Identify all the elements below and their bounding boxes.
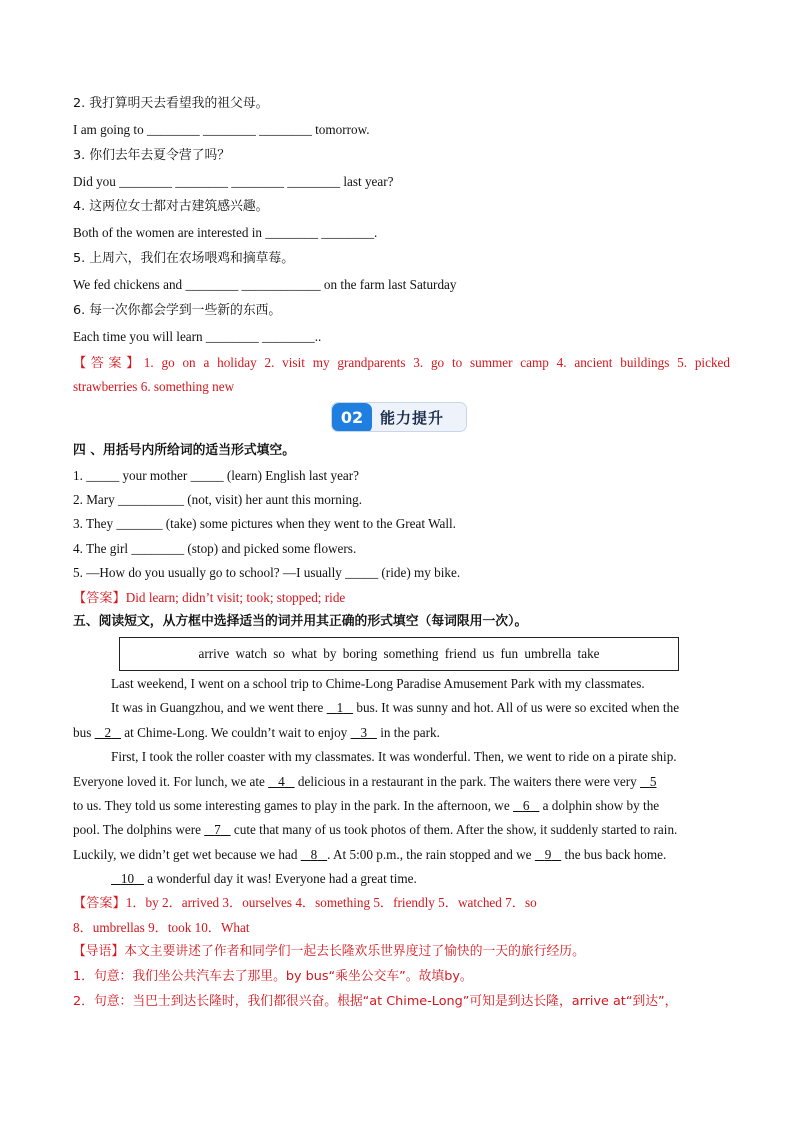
passage-text: at Chime-Long. We couldn’t wait to enjoy <box>124 725 348 740</box>
passage-line8 <box>73 846 730 864</box>
passage-line1: Last weekend, I went on a school trip to Chime-Long Paradise Amusement Park with my classmates. <box>111 676 645 691</box>
translation-answer-line1: 【答案】1. go on a holiday 2. visit my grandparents 3. go to summer camp 4. ancient buildings 5. picked <box>73 355 730 370</box>
passage-text: bus <box>73 725 92 740</box>
passage-text: delicious in a restaurant in the park. The waiters there were very <box>297 774 637 789</box>
blank-7: 7 <box>214 822 221 837</box>
q5-chinese: 5. 上周六，我们在农场喂鸡和摘草莓。 <box>73 251 295 266</box>
passage-line3 <box>73 724 730 742</box>
q4-english: Both of the women are interested in ________ ________. <box>73 225 378 240</box>
passage-line6 <box>73 797 730 815</box>
passage-text: Luckily, we didn’t get wet because we had <box>73 847 298 862</box>
translation-answer-line2: strawberries 6. something new <box>73 379 235 394</box>
section4-q2: 2. Mary __________ (not, visit) her aunt this morning. <box>73 492 362 507</box>
q6-english: Each time you will learn ________ ________.. <box>73 329 322 344</box>
blank-4: 4 <box>278 774 285 789</box>
q2-chinese: 2. 我打算明天去看望我的祖父母。 <box>73 96 269 111</box>
passage-text: the bus back home. <box>564 847 667 862</box>
word-box: arrive watch so what by boring something friend us fun umbrella take <box>119 637 679 671</box>
blank-10: 10 <box>120 871 135 886</box>
passage-text: pool. The dolphins were <box>73 822 201 837</box>
section-badge <box>331 402 467 432</box>
passage-line9 <box>111 870 730 888</box>
q3-chinese: 3. 你们去年去夏令营了吗？ <box>73 148 231 163</box>
section4-q4: 4. The girl ________ (stop) and picked some flowers. <box>73 541 357 556</box>
blank-6: 6 <box>522 798 530 813</box>
passage-line4: First, I took the roller coaster with my classmates. It was wonderful. Then, we went to ride on a pirate ship. <box>111 749 677 764</box>
section5-guide: 【导语】本文主要讲述了作者和同学们一起去长隆欢乐世界度过了愉快的一天的旅行经历。 <box>73 944 585 959</box>
section4-q3: 3. They _______ (take) some pictures when they went to the Great Wall. <box>73 516 456 531</box>
q5-english: We fed chickens and ________ ____________ on the farm last Saturday <box>73 277 457 292</box>
section4-answer: 【答案】Did learn; didn’t visit; took; stopped; ride <box>73 590 346 605</box>
passage-line5 <box>73 773 730 791</box>
blank-9: 9 <box>544 847 552 862</box>
passage-text: in the park. <box>380 725 440 740</box>
section5-heading: 五、阅读短文，从方框中选择适当的词并用其正确的形式填空（每词限用一次）。 <box>73 614 528 629</box>
passage-text: . At 5:00 p.m., the rain stopped and we <box>327 847 532 862</box>
section4-heading: 四 、用括号内所给词的适当形式填空。 <box>73 443 296 458</box>
section5-note2: 2．句意：当巴士到达长隆时，我们都很兴奋。根据“at Chime-Long”可知是到达长隆，arrive at“到达”， <box>73 994 678 1009</box>
section5-answer-line2: 8．umbrellas 9．took 10．What <box>73 920 250 935</box>
passage-text: a dolphin show by the <box>542 798 660 813</box>
blank-3: 3 <box>360 725 368 740</box>
q4-chinese: 4. 这两位女士都对古建筑感兴趣。 <box>73 199 269 214</box>
section5-answer-line1: 【答案】1．by 2．arrived 3．ourselves 4．something 5．friendly 5．watched 7．so <box>73 895 537 910</box>
q2-english: I am going to ________ ________ ________ tomorrow. <box>73 122 370 137</box>
section5-note1: 1．句意：我们坐公共汽车去了那里。by bus“乘坐公交车”。故填by。 <box>73 969 473 984</box>
passage-line2 <box>111 699 730 717</box>
passage-text: It was in Guangzhou, and we went there <box>111 700 324 715</box>
section4-q5: 5. —How do you usually go to school? —I usually _____ (ride) my bike. <box>73 565 461 580</box>
blank-2: 2 <box>104 725 112 740</box>
q6-chinese: 6. 每一次你都会学到一些新的东西。 <box>73 303 282 318</box>
passage-text: Everyone loved it. For lunch, we ate <box>73 774 265 789</box>
section4-q1: 1. _____ your mother _____ (learn) English last year? <box>73 468 360 483</box>
passage-text: bus. It was sunny and hot. All of us were so excited when the <box>356 700 680 715</box>
passage-text: cute that many of us took photos of them. After the show, it suddenly started to rain. <box>233 822 678 837</box>
q3-english: Did you ________ ________ ________ ________ last year? <box>73 174 394 189</box>
badge-number: 02 <box>332 403 372 432</box>
passage-text: a wonderful day it was! Everyone had a great time. <box>147 871 417 886</box>
passage-line7 <box>73 821 730 839</box>
blank-8: 8 <box>310 847 318 862</box>
blank-1: 1 <box>336 700 344 715</box>
badge-title: 能力提升 <box>380 409 445 427</box>
blank-5: 5 <box>649 774 657 789</box>
passage-text: to us. They told us some interesting games to play in the park. In the afternoon, we <box>73 798 510 813</box>
